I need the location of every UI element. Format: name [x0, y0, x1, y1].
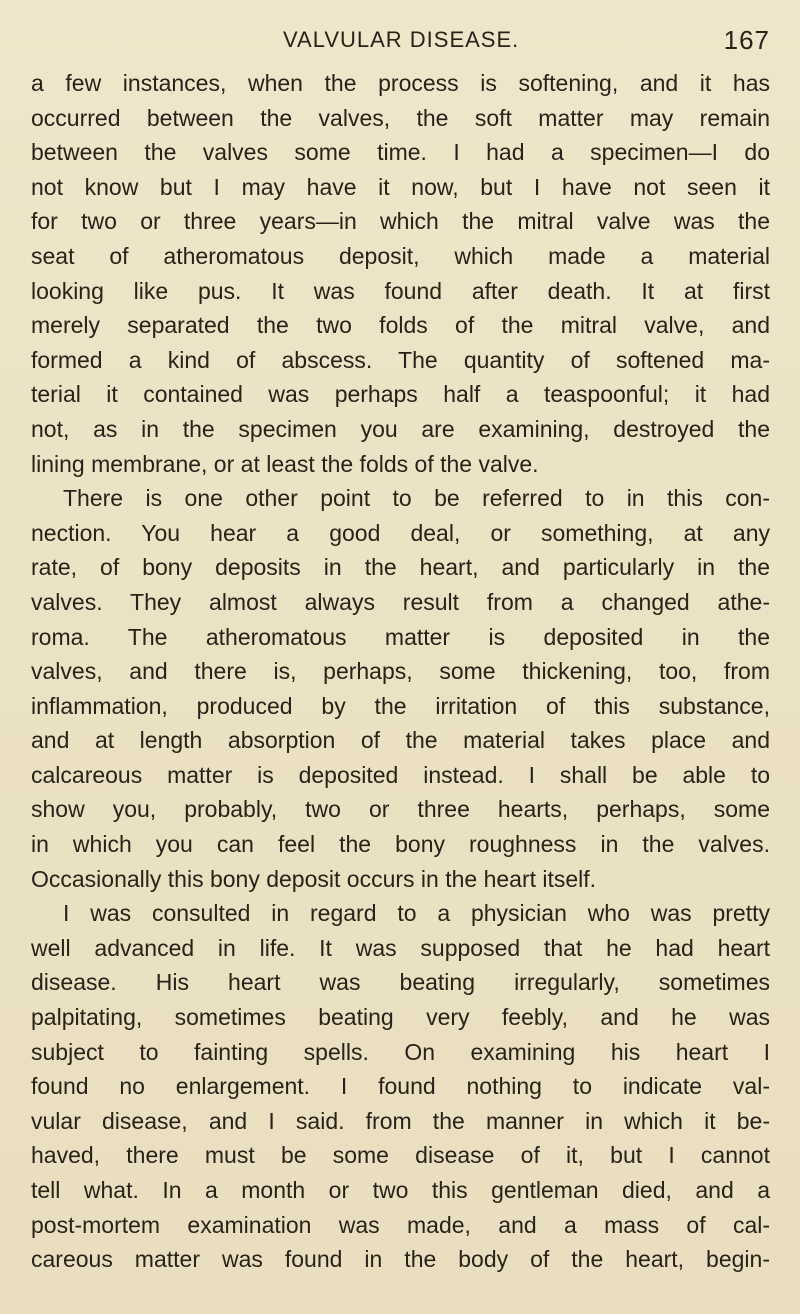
text-line: for two or three years—in which the mitral valve was the — [31, 208, 770, 235]
text-line: subject to fainting spells. On examining his heart I — [31, 1038, 770, 1065]
chapter-title: VALVULAR DISEASE. — [283, 27, 520, 52]
text-line: lining membrane, or at least the folds of the valve. — [31, 450, 539, 477]
text-line: roma. The atheromatous matter is deposited in the — [31, 623, 770, 650]
text-line: calcareous matter is deposited instead. I shall be able to — [31, 761, 770, 788]
text-line: disease. His heart was beating irregularly, sometimes — [31, 969, 770, 996]
text-line: palpitating, sometimes beating very feebly, and he was — [31, 1004, 770, 1031]
text-line: formed a kind of abscess. The quantity of softened ma- — [31, 346, 770, 373]
text-line: rate, of bony deposits in the heart, and particularly in the — [31, 554, 770, 581]
text-line: vular disease, and I said. from the manner in which it be- — [31, 1107, 770, 1134]
text-line: and at length absorption of the material takes place and — [31, 727, 770, 754]
text-line: There is one other point to be referred to in this con- — [63, 485, 770, 512]
text-line: looking like pus. It was found after death. It at first — [31, 277, 770, 304]
text-line: seat of atheromatous deposit, which made a material — [31, 242, 770, 269]
running-head — [31, 22, 770, 66]
text-line: merely separated the two folds of the mitral valve, and — [31, 312, 770, 339]
text-line: occurred between the valves, the soft matter may remain — [31, 104, 770, 131]
text-line: haved, there must be some disease of it, but I cannot — [31, 1142, 770, 1169]
body-text — [31, 66, 770, 1277]
text-line: terial it contained was perhaps half a teaspoonful; it had — [31, 381, 770, 408]
text-line: tell what. In a month or two this gentleman died, and a — [31, 1177, 770, 1203]
text-line: in which you can feel the bony roughness in the valves. — [31, 831, 770, 858]
text-line: Occasionally this bony deposit occurs in the heart itself. — [31, 865, 597, 892]
text-line: post-mortem examination was made, and a mass of cal- — [31, 1211, 770, 1238]
text-line: inflammation, produced by the irritation of this substance, — [31, 692, 770, 719]
text-line: careous matter was found in the body of the heart, begin- — [31, 1246, 770, 1273]
text-line: not, as in the specimen you are examining, destroyed the — [31, 415, 770, 442]
text-line: found no enlargement. I found nothing to indicate val- — [31, 1073, 770, 1100]
text-line: well advanced in life. It was supposed that he had heart — [31, 934, 770, 961]
text-line: valves, and there is, perhaps, some thickening, too, from — [31, 658, 770, 685]
text-line: a few instances, when the process is softening, and it has — [31, 70, 770, 96]
text-line: show you, probably, two or three hearts, perhaps, some — [31, 796, 770, 823]
text-line: nection. You hear a good deal, or something, at any — [31, 519, 770, 546]
page-number: 167 — [723, 25, 770, 55]
text-line: I was consulted in regard to a physician who was pretty — [63, 900, 770, 927]
text-line: not know but I may have it now, but I have not seen it — [31, 173, 770, 200]
text-line: valves. They almost always result from a changed athe- — [31, 588, 770, 615]
text-line: between the valves some time. I had a specimen—I do — [31, 139, 770, 166]
